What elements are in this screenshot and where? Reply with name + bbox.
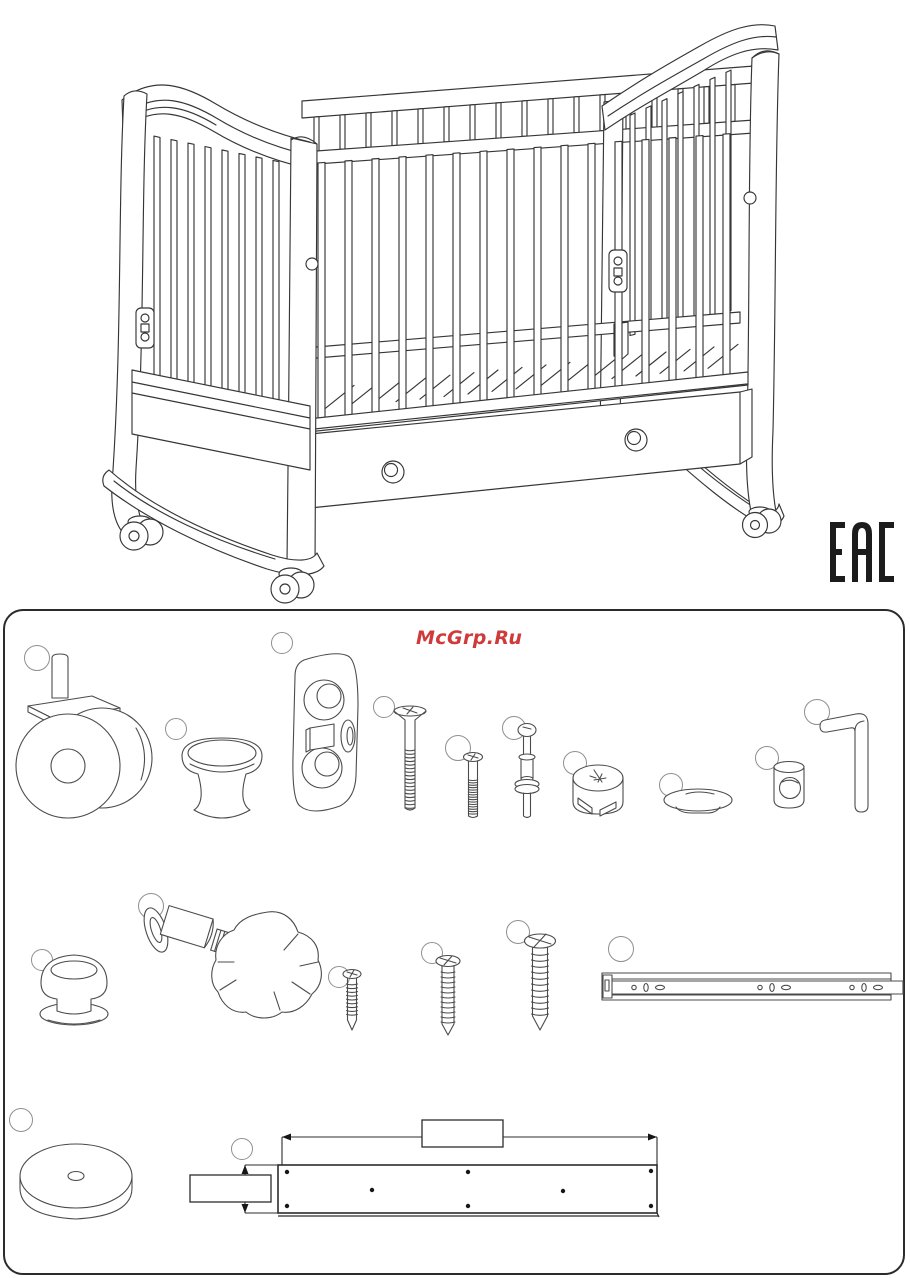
screw-small-icon [338,964,368,1036]
latch-lock-plate-icon [282,646,374,818]
drilled-panel-dimension-diagram [178,1108,670,1226]
watermark-text: McGrp.Ru [416,627,523,649]
round-bumper-foot-icon [26,938,120,1030]
crib-assembly-drawing [88,2,800,598]
swivel-caster-icon [14,646,154,826]
eac-certification-mark [826,517,898,589]
cover-cap-icon [658,770,740,822]
screw-large-icon [518,926,564,1038]
barrel-sleeve-icon [768,756,814,816]
hex-allen-key-icon [816,700,876,824]
telescopic-drawer-slide-icon [598,932,908,1008]
dimension-label-box [190,1175,271,1202]
wooden-knob-icon [176,726,268,824]
eac-label [826,589,827,590]
stepped-pin-bolt-icon [510,720,544,824]
eac-logo-glyphs [826,517,898,589]
dimension-label-box [422,1120,503,1147]
confirmat-bolt-icon [388,698,436,826]
callout-circle [9,1108,33,1132]
screw-medium-icon [430,948,468,1040]
clamp-knob-with-bolt-icon [132,882,324,1034]
round-pad-icon [16,1132,140,1224]
wood-screw-icon [458,748,488,824]
cam-lock-nut-icon [566,756,632,820]
